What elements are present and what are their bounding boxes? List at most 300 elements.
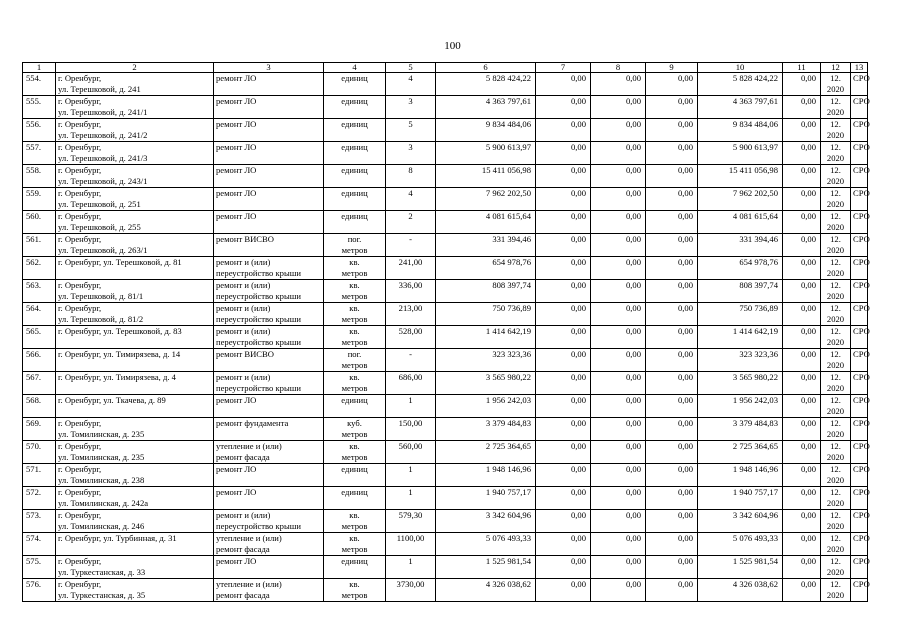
source-cell: СРО — [851, 188, 868, 211]
value-cell-c8: 0,00 — [591, 165, 646, 188]
source-cell: СРО — [851, 257, 868, 280]
unit-cell — [324, 119, 386, 142]
deadline-cell — [821, 487, 851, 510]
value-cell-c7: 0,00 — [536, 280, 591, 303]
value-cell-c9: 0,00 — [646, 372, 698, 395]
value-cell-c11: 0,00 — [783, 441, 821, 464]
deadline-line-2: 2020 — [826, 129, 845, 140]
value-cell-c8: 0,00 — [591, 579, 646, 602]
quantity-cell: 1100,00 — [386, 533, 436, 556]
deadline-line-1: 12. — [830, 303, 841, 313]
table-row — [23, 211, 868, 234]
value-cell-c11: 0,00 — [783, 395, 821, 418]
address-cell — [56, 326, 214, 349]
value-cell-c8: 0,00 — [591, 96, 646, 119]
deadline-cell — [821, 73, 851, 96]
unit-line-2: метров — [341, 589, 368, 600]
deadline-cell — [821, 533, 851, 556]
row-number-cell: 562. — [23, 257, 56, 280]
value-cell-c11: 0,00 — [783, 165, 821, 188]
unit-cell — [324, 96, 386, 119]
quantity-cell: 4 — [386, 188, 436, 211]
table-row — [23, 96, 868, 119]
quantity-cell: 241,00 — [386, 257, 436, 280]
unit-cell — [324, 257, 386, 280]
column-header: 2 — [56, 63, 214, 73]
unit-cell — [324, 487, 386, 510]
value-cell-c8: 0,00 — [591, 464, 646, 487]
value-cell-c10: 654 978,76 — [698, 257, 783, 280]
source-cell: СРО — [851, 303, 868, 326]
value-cell-c11: 0,00 — [783, 487, 821, 510]
value-cell-c9: 0,00 — [646, 280, 698, 303]
row-number-cell: 570. — [23, 441, 56, 464]
source-cell: СРО — [851, 73, 868, 96]
address-line-2: ул. Туркестанская, д. 33 — [58, 566, 146, 577]
quantity-cell: 213,00 — [386, 303, 436, 326]
deadline-cell — [821, 349, 851, 372]
source-cell: СРО — [851, 142, 868, 165]
work-type-line-1: утепление и (или) — [216, 441, 282, 451]
deadline-cell — [821, 303, 851, 326]
source-cell: СРО — [851, 165, 868, 188]
work-type-line-1: ремонт ЛО — [216, 73, 257, 83]
address-line-1: г. Оренбург, ул. Терешковой, д. 81 — [58, 257, 182, 267]
source-cell: СРО — [851, 579, 868, 602]
value-cell-c10: 750 736,89 — [698, 303, 783, 326]
row-number-cell: 558. — [23, 165, 56, 188]
address-cell — [56, 579, 214, 602]
value-cell-c7: 0,00 — [536, 326, 591, 349]
value-cell-c7: 0,00 — [536, 119, 591, 142]
address-line-1: г. Оренбург, — [58, 487, 102, 497]
source-cell: СРО — [851, 487, 868, 510]
table-row — [23, 418, 868, 441]
source-cell: СРО — [851, 464, 868, 487]
deadline-line-1: 12. — [830, 119, 841, 129]
unit-line-2: метров — [341, 359, 368, 370]
quantity-cell: 3 — [386, 142, 436, 165]
address-cell — [56, 257, 214, 280]
deadline-line-1: 12. — [830, 372, 841, 382]
value-cell-c8: 0,00 — [591, 418, 646, 441]
value-cell-c8: 0,00 — [591, 257, 646, 280]
source-cell: СРО — [851, 326, 868, 349]
work-type-cell — [214, 188, 324, 211]
works-table — [22, 62, 868, 602]
work-type-line-2: переустройство крыши — [216, 313, 301, 324]
address-line-2: ул. Терешковой, д. 255 — [58, 221, 141, 232]
deadline-line-1: 12. — [830, 234, 841, 244]
value-cell-c11: 0,00 — [783, 211, 821, 234]
work-type-cell — [214, 533, 324, 556]
unit-line-1: кв. — [349, 372, 360, 382]
value-cell-c10: 1 948 146,96 — [698, 464, 783, 487]
quantity-cell: 336,00 — [386, 280, 436, 303]
deadline-line-2: 2020 — [826, 520, 845, 531]
quantity-cell: 1 — [386, 395, 436, 418]
value-cell-cost: 5 828 424,22 — [436, 73, 536, 96]
unit-line-1: единиц — [341, 188, 368, 198]
deadline-cell — [821, 326, 851, 349]
quantity-cell: 579,30 — [386, 510, 436, 533]
unit-line-1: единиц — [341, 142, 368, 152]
value-cell-cost: 5 076 493,33 — [436, 533, 536, 556]
value-cell-c9: 0,00 — [646, 579, 698, 602]
deadline-line-2: 2020 — [826, 290, 845, 301]
address-cell — [56, 73, 214, 96]
value-cell-c11: 0,00 — [783, 579, 821, 602]
deadline-line-2: 2020 — [826, 589, 845, 600]
address-line-1: г. Оренбург, — [58, 303, 102, 313]
value-cell-c11: 0,00 — [783, 257, 821, 280]
work-type-cell — [214, 303, 324, 326]
unit-line-1: пог. — [347, 349, 362, 359]
address-line-2: ул. Томилинская, д. 246 — [58, 520, 145, 531]
address-line-1: г. Оренбург, — [58, 211, 102, 221]
unit-line-1: пог. — [347, 234, 362, 244]
value-cell-c7: 0,00 — [536, 372, 591, 395]
value-cell-c9: 0,00 — [646, 464, 698, 487]
source-cell: СРО — [851, 510, 868, 533]
unit-line-2: метров — [341, 428, 368, 439]
table-row — [23, 510, 868, 533]
work-type-cell — [214, 326, 324, 349]
quantity-cell: 1 — [386, 464, 436, 487]
work-type-cell — [214, 556, 324, 579]
column-header: 1 — [23, 63, 56, 73]
value-cell-c7: 0,00 — [536, 441, 591, 464]
value-cell-c7: 0,00 — [536, 165, 591, 188]
table-row — [23, 165, 868, 188]
row-number-cell: 568. — [23, 395, 56, 418]
work-type-line-1: ремонт ЛО — [216, 119, 257, 129]
quantity-cell: 3730,00 — [386, 579, 436, 602]
work-type-line-1: ремонт и (или) — [216, 303, 271, 313]
address-line-2: ул. Томилинская, д. 235 — [58, 428, 145, 439]
value-cell-cost: 9 834 484,06 — [436, 119, 536, 142]
work-type-cell — [214, 73, 324, 96]
address-line-2: ул. Томилинская, д. 235 — [58, 451, 145, 462]
row-number-cell: 566. — [23, 349, 56, 372]
value-cell-cost: 1 956 242,03 — [436, 395, 536, 418]
unit-cell — [324, 280, 386, 303]
deadline-line-1: 12. — [830, 533, 841, 543]
value-cell-c9: 0,00 — [646, 165, 698, 188]
column-header: 12 — [821, 63, 851, 73]
value-cell-c8: 0,00 — [591, 395, 646, 418]
unit-cell — [324, 372, 386, 395]
work-type-line-1: ремонт ЛО — [216, 188, 257, 198]
table-row — [23, 372, 868, 395]
work-type-line-1: ремонт ЛО — [216, 487, 257, 497]
value-cell-cost: 1 948 146,96 — [436, 464, 536, 487]
value-cell-c8: 0,00 — [591, 188, 646, 211]
value-cell-c11: 0,00 — [783, 280, 821, 303]
value-cell-c7: 0,00 — [536, 487, 591, 510]
unit-line-2: метров — [341, 543, 368, 554]
source-cell: СРО — [851, 533, 868, 556]
address-cell — [56, 142, 214, 165]
table-row — [23, 487, 868, 510]
column-header: 3 — [214, 63, 324, 73]
work-type-cell — [214, 165, 324, 188]
address-cell — [56, 165, 214, 188]
value-cell-c9: 0,00 — [646, 257, 698, 280]
deadline-line-2: 2020 — [826, 336, 845, 347]
unit-line-1: единиц — [341, 464, 368, 474]
address-line-2: ул. Терешковой, д. 263/1 — [58, 244, 148, 255]
address-line-1: г. Оренбург, — [58, 464, 102, 474]
unit-line-1: кв. — [349, 441, 360, 451]
table-row — [23, 464, 868, 487]
address-line-1: г. Оренбург, — [58, 510, 102, 520]
deadline-line-1: 12. — [830, 441, 841, 451]
deadline-line-2: 2020 — [826, 244, 845, 255]
deadline-line-2: 2020 — [826, 405, 845, 416]
address-cell — [56, 372, 214, 395]
value-cell-c10: 1 956 242,03 — [698, 395, 783, 418]
value-cell-c9: 0,00 — [646, 234, 698, 257]
table-row — [23, 280, 868, 303]
work-type-cell — [214, 441, 324, 464]
value-cell-c7: 0,00 — [536, 257, 591, 280]
unit-line-2: метров — [341, 313, 368, 324]
work-type-cell — [214, 349, 324, 372]
address-line-1: г. Оренбург, — [58, 119, 102, 129]
deadline-line-2: 2020 — [826, 152, 845, 163]
source-cell: СРО — [851, 556, 868, 579]
deadline-cell — [821, 96, 851, 119]
deadline-line-2: 2020 — [826, 566, 845, 577]
deadline-line-1: 12. — [830, 211, 841, 221]
value-cell-cost: 323 323,36 — [436, 349, 536, 372]
value-cell-c10: 1 414 642,19 — [698, 326, 783, 349]
unit-line-1: кв. — [349, 326, 360, 336]
source-cell: СРО — [851, 418, 868, 441]
row-number-cell: 573. — [23, 510, 56, 533]
deadline-cell — [821, 119, 851, 142]
value-cell-c11: 0,00 — [783, 188, 821, 211]
work-type-line-2: ремонт фасада — [216, 589, 270, 600]
deadline-line-1: 12. — [830, 280, 841, 290]
address-line-1: г. Оренбург, — [58, 165, 102, 175]
deadline-cell — [821, 579, 851, 602]
deadline-line-2: 2020 — [826, 198, 845, 209]
value-cell-cost: 1 525 981,54 — [436, 556, 536, 579]
value-cell-c7: 0,00 — [536, 234, 591, 257]
source-cell: СРО — [851, 96, 868, 119]
value-cell-c10: 1 525 981,54 — [698, 556, 783, 579]
work-type-cell — [214, 119, 324, 142]
address-line-1: г. Оренбург, ул. Тимирязева, д. 4 — [58, 372, 176, 382]
deadline-line-1: 12. — [830, 464, 841, 474]
value-cell-c7: 0,00 — [536, 464, 591, 487]
work-type-line-2: ремонт фасада — [216, 543, 270, 554]
value-cell-c8: 0,00 — [591, 73, 646, 96]
deadline-cell — [821, 280, 851, 303]
value-cell-c8: 0,00 — [591, 349, 646, 372]
value-cell-c8: 0,00 — [591, 556, 646, 579]
work-type-line-1: ремонт ВИСВО — [216, 349, 274, 359]
address-line-2: ул. Терешковой, д. 81/1 — [58, 290, 144, 301]
work-type-line-1: утепление и (или) — [216, 533, 282, 543]
deadline-line-1: 12. — [830, 96, 841, 106]
quantity-cell: 560,00 — [386, 441, 436, 464]
column-header: 10 — [698, 63, 783, 73]
source-cell: СРО — [851, 441, 868, 464]
value-cell-c7: 0,00 — [536, 349, 591, 372]
value-cell-c9: 0,00 — [646, 441, 698, 464]
column-header: 4 — [324, 63, 386, 73]
work-type-cell — [214, 464, 324, 487]
value-cell-c9: 0,00 — [646, 96, 698, 119]
value-cell-c7: 0,00 — [536, 73, 591, 96]
row-number-cell: 559. — [23, 188, 56, 211]
address-cell — [56, 487, 214, 510]
deadline-line-2: 2020 — [826, 474, 845, 485]
deadline-cell — [821, 372, 851, 395]
work-type-cell — [214, 211, 324, 234]
value-cell-cost: 3 342 604,96 — [436, 510, 536, 533]
source-cell: СРО — [851, 372, 868, 395]
value-cell-cost: 4 326 038,62 — [436, 579, 536, 602]
source-cell: СРО — [851, 211, 868, 234]
value-cell-c11: 0,00 — [783, 533, 821, 556]
value-cell-cost: 15 411 056,98 — [436, 165, 536, 188]
deadline-cell — [821, 142, 851, 165]
value-cell-c9: 0,00 — [646, 395, 698, 418]
address-cell — [56, 464, 214, 487]
column-header: 5 — [386, 63, 436, 73]
value-cell-cost: 654 978,76 — [436, 257, 536, 280]
value-cell-c9: 0,00 — [646, 487, 698, 510]
value-cell-c8: 0,00 — [591, 487, 646, 510]
value-cell-c10: 4 363 797,61 — [698, 96, 783, 119]
deadline-line-1: 12. — [830, 510, 841, 520]
deadline-cell — [821, 234, 851, 257]
work-type-line-1: ремонт ЛО — [216, 211, 257, 221]
deadline-cell — [821, 211, 851, 234]
unit-line-1: единиц — [341, 96, 368, 106]
value-cell-c9: 0,00 — [646, 510, 698, 533]
row-number-cell: 563. — [23, 280, 56, 303]
value-cell-c7: 0,00 — [536, 579, 591, 602]
row-number-cell: 557. — [23, 142, 56, 165]
deadline-line-1: 12. — [830, 326, 841, 336]
unit-line-2: метров — [341, 336, 368, 347]
column-header: 9 — [646, 63, 698, 73]
value-cell-c7: 0,00 — [536, 211, 591, 234]
address-cell — [56, 441, 214, 464]
quantity-cell: 1 — [386, 556, 436, 579]
unit-cell — [324, 579, 386, 602]
address-line-1: г. Оренбург, ул. Терешковой, д. 83 — [58, 326, 182, 336]
deadline-line-1: 12. — [830, 257, 841, 267]
table-row — [23, 119, 868, 142]
unit-line-2: метров — [341, 267, 368, 278]
value-cell-cost: 1 414 642,19 — [436, 326, 536, 349]
deadline-cell — [821, 556, 851, 579]
value-cell-cost: 3 565 980,22 — [436, 372, 536, 395]
work-type-cell — [214, 487, 324, 510]
quantity-cell: 2 — [386, 211, 436, 234]
work-type-line-2: переустройство крыши — [216, 290, 301, 301]
address-line-1: г. Оренбург, — [58, 280, 102, 290]
work-type-cell — [214, 96, 324, 119]
source-cell: СРО — [851, 349, 868, 372]
value-cell-c9: 0,00 — [646, 119, 698, 142]
work-type-line-1: ремонт и (или) — [216, 372, 271, 382]
unit-cell — [324, 556, 386, 579]
source-cell: СРО — [851, 234, 868, 257]
deadline-cell — [821, 510, 851, 533]
table-row — [23, 349, 868, 372]
table-row — [23, 326, 868, 349]
address-line-1: г. Оренбург, — [58, 556, 102, 566]
unit-cell — [324, 326, 386, 349]
table-row — [23, 257, 868, 280]
page-number: 100 — [444, 40, 461, 52]
value-cell-c9: 0,00 — [646, 556, 698, 579]
unit-cell — [324, 142, 386, 165]
value-cell-c8: 0,00 — [591, 326, 646, 349]
value-cell-c10: 5 076 493,33 — [698, 533, 783, 556]
unit-line-1: кв. — [349, 533, 360, 543]
address-cell — [56, 349, 214, 372]
unit-cell — [324, 533, 386, 556]
value-cell-c8: 0,00 — [591, 142, 646, 165]
work-type-line-1: ремонт ВИСВО — [216, 234, 274, 244]
value-cell-c11: 0,00 — [783, 510, 821, 533]
address-line-2: ул. Туркестанская, д. 35 — [58, 589, 146, 600]
value-cell-c10: 2 725 364,65 — [698, 441, 783, 464]
value-cell-c9: 0,00 — [646, 303, 698, 326]
address-cell — [56, 96, 214, 119]
source-cell: СРО — [851, 395, 868, 418]
row-number-cell: 567. — [23, 372, 56, 395]
address-cell — [56, 556, 214, 579]
deadline-line-2: 2020 — [826, 497, 845, 508]
unit-line-2: метров — [341, 290, 368, 301]
deadline-line-1: 12. — [830, 487, 841, 497]
value-cell-c10: 3 342 604,96 — [698, 510, 783, 533]
address-line-1: г. Оренбург, ул. Тимирязева, д. 14 — [58, 349, 181, 359]
address-line-2: ул. Терешковой, д. 241/3 — [58, 152, 148, 163]
address-cell — [56, 395, 214, 418]
deadline-line-2: 2020 — [826, 106, 845, 117]
work-type-line-1: ремонт ЛО — [216, 464, 257, 474]
address-cell — [56, 533, 214, 556]
value-cell-c8: 0,00 — [591, 510, 646, 533]
address-line-2: ул. Терешковой, д. 251 — [58, 198, 141, 209]
value-cell-cost: 331 394,46 — [436, 234, 536, 257]
address-cell — [56, 510, 214, 533]
header-row — [23, 63, 868, 73]
value-cell-c10: 15 411 056,98 — [698, 165, 783, 188]
row-number-cell: 564. — [23, 303, 56, 326]
value-cell-c8: 0,00 — [591, 303, 646, 326]
address-cell — [56, 280, 214, 303]
unit-line-2: метров — [341, 382, 368, 393]
value-cell-cost: 4 363 797,61 — [436, 96, 536, 119]
deadline-line-2: 2020 — [826, 221, 845, 232]
unit-cell — [324, 464, 386, 487]
deadline-line-1: 12. — [830, 165, 841, 175]
address-line-1: г. Оренбург, ул. Турбинная, д. 31 — [58, 533, 177, 543]
work-type-line-2: переустройство крыши — [216, 520, 301, 531]
value-cell-c11: 0,00 — [783, 96, 821, 119]
